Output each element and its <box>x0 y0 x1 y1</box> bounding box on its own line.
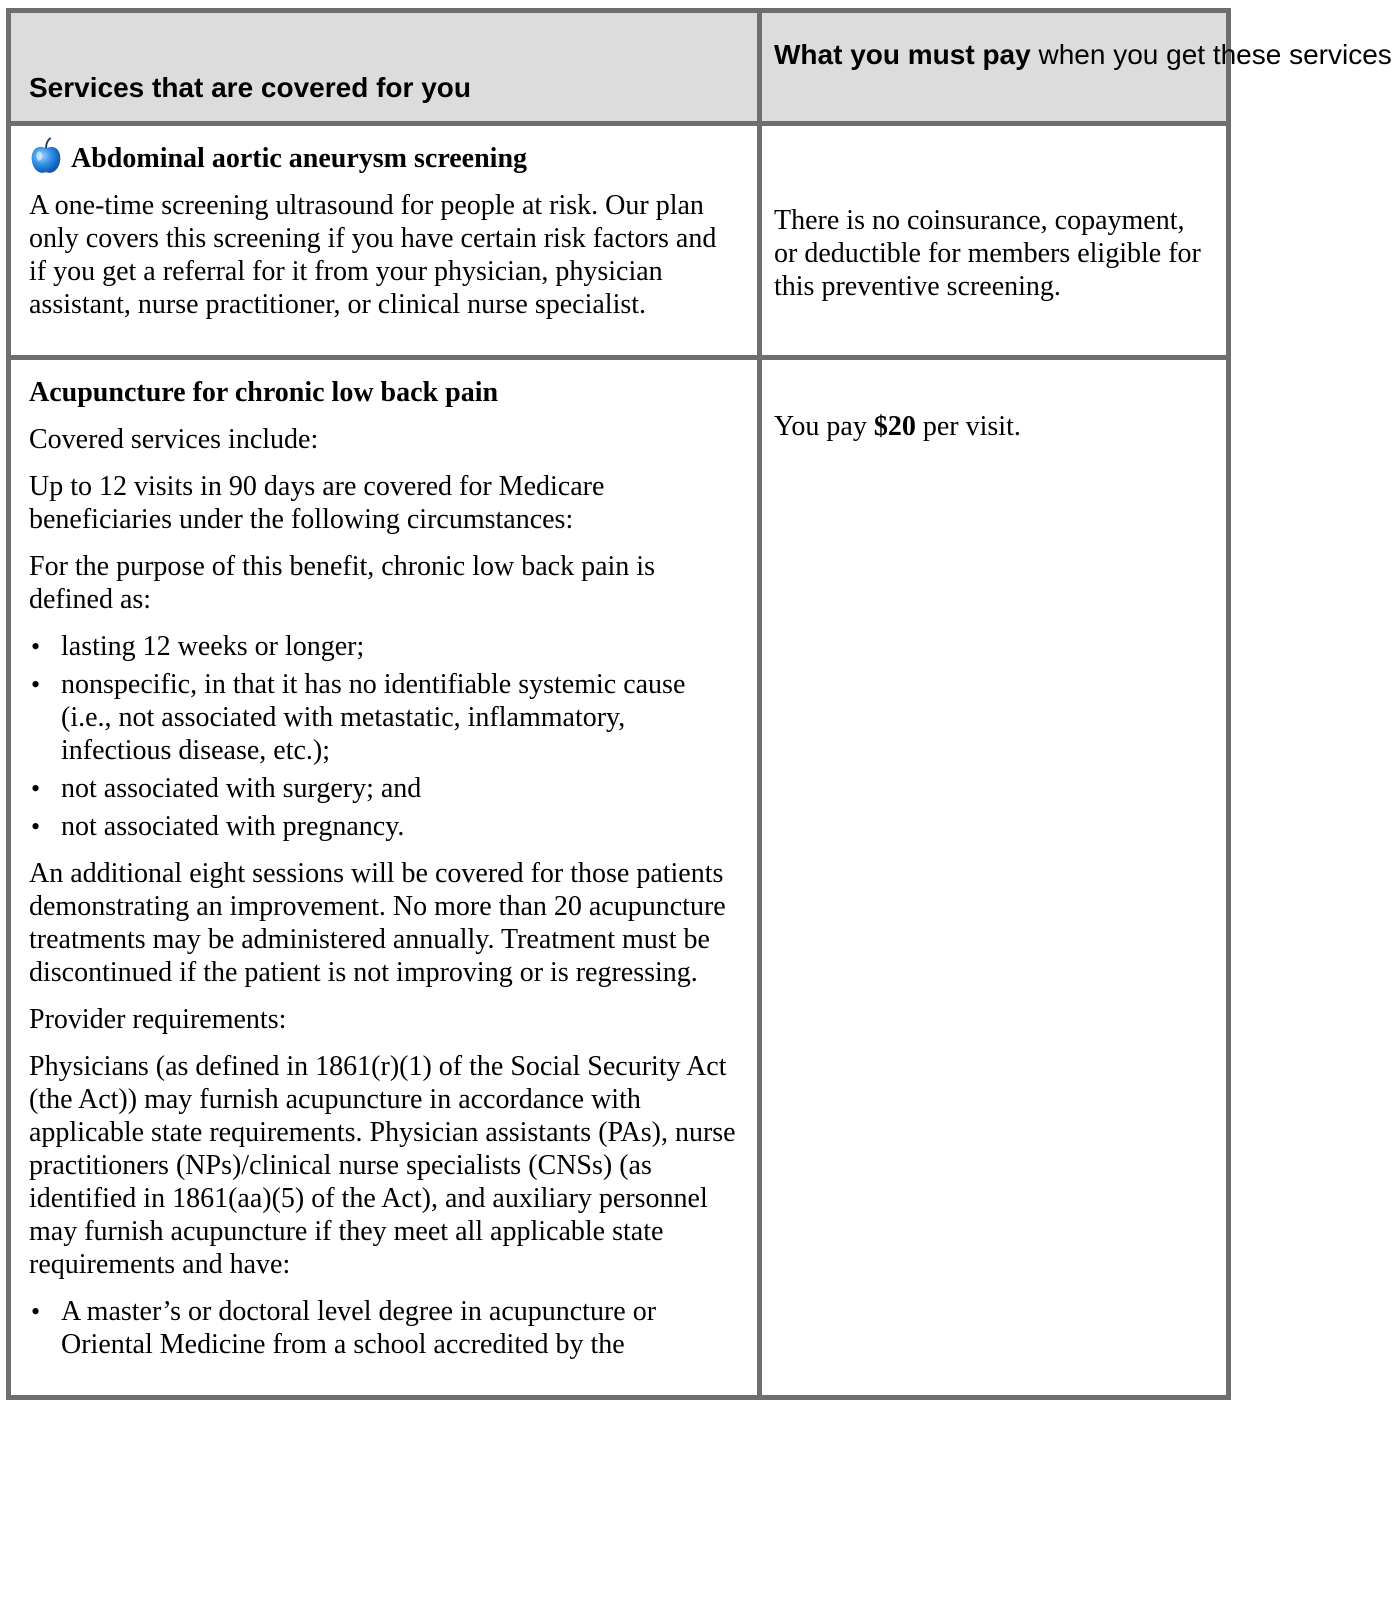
header-payment-rest: when you get these services <box>1030 39 1392 70</box>
paragraph: For the purpose of this benefit, chronic low back pain is defined as: <box>29 551 655 615</box>
bullet-list <box>29 1295 739 1361</box>
table-row <box>9 124 1229 358</box>
paragraph: Physicians (as defined in 1861(r)(1) of the Social Security Act (the Act)) may furnish acupuncture in accordance with applicable state requirements. Physician assistants (PAs), nurse practitioners (NPs)/clinical nurse specialists (CNSs) (as identified in 1861(aa)(5) of the Act), and auxiliary personnel may furnish acupuncture if they meet all applicable state requirements and have: <box>29 1051 736 1280</box>
list-item: • not associated with pregnancy. <box>61 810 739 843</box>
payment-pre: You pay <box>774 411 874 442</box>
header-payment-label <box>774 39 1392 71</box>
service-title: Abdominal aortic aneurysm screening <box>71 143 528 174</box>
payment-text: There is no coinsurance, copayment, or deductible for members eligible for this preventive screening. <box>774 205 1201 302</box>
paragraph: Provider requirements: <box>29 1004 287 1035</box>
payment-text <box>774 410 1214 443</box>
paragraph: Covered services include: <box>29 424 319 455</box>
payment-amount: $20 <box>873 411 916 442</box>
list-item: • nonspecific, in that it has no identifiable systemic cause (i.e., not associated with metastatic, inflammatory, infectious disease, etc.); <box>61 668 739 767</box>
header-services-cell <box>9 11 760 124</box>
header-services-label: Services that are covered for you <box>29 72 471 103</box>
service-cell <box>9 124 760 358</box>
payment-cell <box>760 124 1229 358</box>
paragraph: An additional eight sessions will be covered for those patients demonstrating an improvement. No more than 20 acupuncture treatments may be administered annually. Treatment must be discontinued if the patient is not improving or is regressing. <box>29 858 726 988</box>
paragraph: Up to 12 visits in 90 days are covered for Medicare beneficiaries under the following circumstances: <box>29 471 605 535</box>
bullet-list <box>29 630 739 843</box>
header-payment-bold: What you must pay <box>774 39 1031 70</box>
table-row <box>9 358 1229 1398</box>
apple-icon <box>29 137 63 175</box>
service-cell <box>9 358 760 1398</box>
service-title-row <box>29 142 739 175</box>
list-item: • lasting 12 weeks or longer; <box>61 630 739 663</box>
list-item: • not associated with surgery; and <box>61 772 739 805</box>
service-title: Acupuncture for chronic low back pain <box>29 377 499 408</box>
benefits-table <box>6 8 1392 1400</box>
list-item: • A master’s or doctoral level degree in acupuncture or Oriental Medicine from a school accredited by the <box>61 1295 739 1361</box>
payment-cell <box>760 358 1229 1398</box>
payment-post: per visit. <box>915 411 1021 442</box>
service-description: A one-time screening ultrasound for people at risk. Our plan only covers this screening if you have certain risk factors and if you get a referral for it from your physician, physician assistant, nurse practitioner, or clinical nurse specialist. <box>29 190 717 320</box>
table-header-row <box>9 11 1229 124</box>
service-title-row <box>29 376 739 409</box>
header-payment-cell <box>760 11 1392 124</box>
